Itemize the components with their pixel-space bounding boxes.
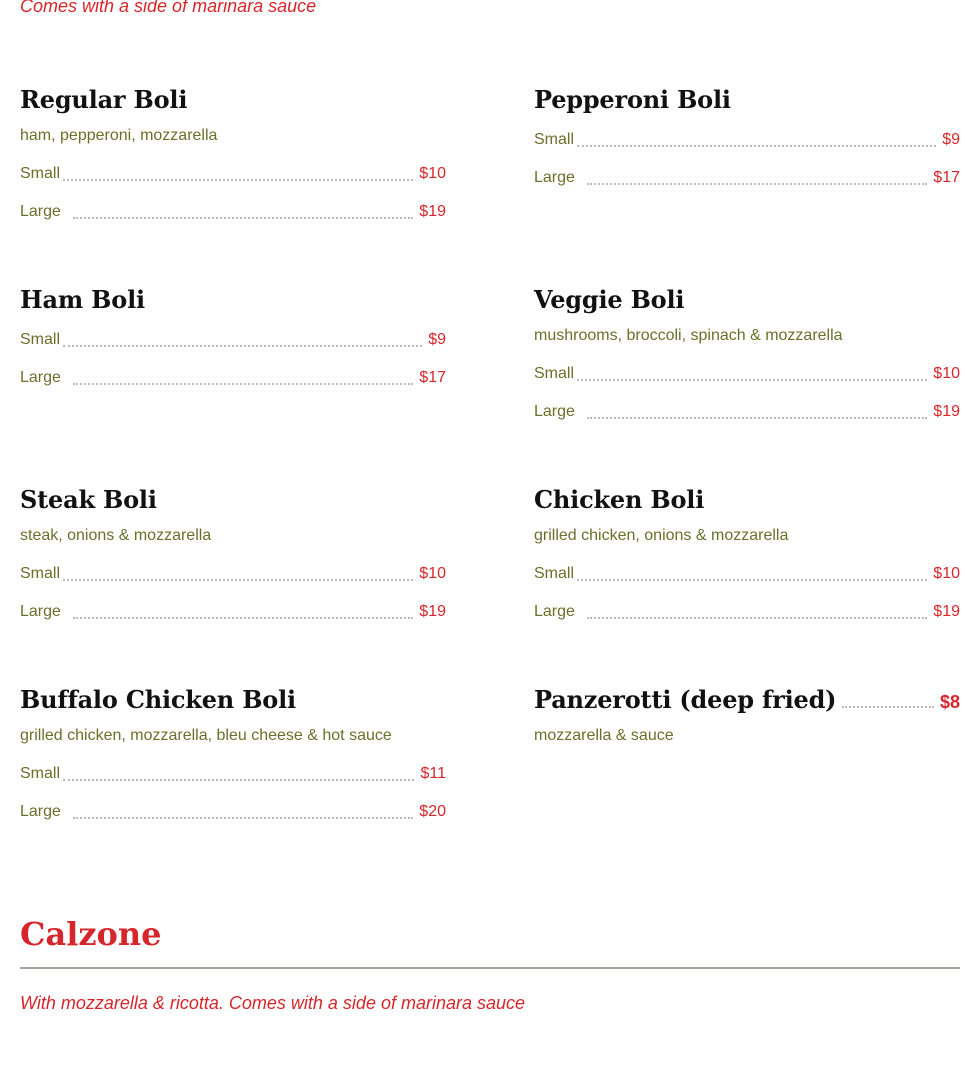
- price-row-large: [20, 202, 446, 222]
- item-description: mushrooms, broccoli, spinach & mozzarella: [534, 327, 843, 344]
- price-row-small: [20, 164, 446, 184]
- item-title: Steak Boli: [20, 485, 157, 514]
- price-value: $19: [419, 603, 446, 620]
- menu-item-ham-boli: [20, 286, 446, 486]
- dot-leader: [577, 379, 927, 381]
- item-title: Regular Boli: [20, 85, 188, 114]
- dot-leader: [73, 217, 413, 219]
- price-value: $10: [933, 565, 960, 582]
- price-row-large: [534, 168, 960, 188]
- menu-item-panzerotti: [534, 686, 960, 886]
- price-row-small: [20, 330, 446, 350]
- menu-item-pepperoni-boli: [534, 86, 960, 286]
- menu-item-veggie-boli: [534, 286, 960, 486]
- size-label: Small: [534, 565, 575, 582]
- item-title: Veggie Boli: [534, 285, 685, 314]
- item-title: Ham Boli: [20, 285, 145, 314]
- size-label: Small: [20, 765, 61, 782]
- dot-leader: [587, 417, 927, 419]
- price-row-large: [20, 368, 446, 388]
- item-title: Buffalo Chicken Boli: [20, 685, 296, 714]
- dot-leader: [73, 383, 413, 385]
- price-row-small: [534, 564, 960, 584]
- menu-item-steak-boli: [20, 486, 446, 686]
- item-title-row: [534, 686, 960, 714]
- size-label: Large: [20, 203, 61, 220]
- calzone-section-note: With mozzarella & ricotta. Comes with a side of marinara sauce: [20, 993, 526, 1013]
- size-label: Large: [534, 169, 575, 186]
- size-label: Small: [20, 331, 61, 348]
- dot-leader: [63, 779, 414, 781]
- dot-leader: [63, 345, 422, 347]
- size-label: Large: [20, 803, 61, 820]
- menu-item-chicken-boli: [534, 486, 960, 686]
- item-description: ham, pepperoni, mozzarella: [20, 127, 218, 144]
- size-label: Large: [534, 403, 575, 420]
- dot-leader: [587, 183, 927, 185]
- size-label: Small: [534, 131, 575, 148]
- item-description: steak, onions & mozzarella: [20, 527, 212, 544]
- price-row-large: [20, 802, 446, 822]
- item-description: grilled chicken, onions & mozzarella: [534, 527, 789, 544]
- menu-item-buffalo-chicken-boli: [20, 686, 446, 886]
- dot-leader: [63, 179, 413, 181]
- price-row-small: [534, 364, 960, 384]
- price-value: $17: [419, 369, 446, 386]
- section-divider: [20, 967, 960, 969]
- calzone-section-title: Calzone: [20, 915, 162, 953]
- price-row-small: [20, 764, 446, 784]
- price-value: $10: [419, 165, 446, 182]
- price-value: $19: [933, 403, 960, 420]
- item-description: grilled chicken, mozzarella, bleu cheese & hot sauce: [20, 727, 392, 744]
- price-row-large: [534, 402, 960, 422]
- price-value: $19: [419, 203, 446, 220]
- price-value: $11: [420, 765, 446, 782]
- price-value: $9: [428, 331, 446, 348]
- price-row-small: [20, 564, 446, 584]
- price-row-large: [20, 602, 446, 622]
- size-label: Large: [534, 603, 575, 620]
- price-value: $9: [942, 131, 960, 148]
- price-value: $19: [933, 603, 960, 620]
- stromboli-menu-grid: [20, 86, 960, 886]
- dot-leader: [63, 579, 413, 581]
- price-row-large: [534, 602, 960, 622]
- price-value: $17: [933, 169, 960, 186]
- size-label: Small: [20, 165, 61, 182]
- dot-leader: [587, 617, 927, 619]
- size-label: Small: [534, 365, 575, 382]
- item-title: Panzerotti (deep fried): [534, 685, 837, 714]
- size-label: Large: [20, 369, 61, 386]
- dot-leader: [73, 617, 413, 619]
- size-label: Large: [20, 603, 61, 620]
- item-title: Pepperoni Boli: [534, 85, 731, 114]
- price-value: $10: [419, 565, 446, 582]
- dot-leader: [73, 817, 413, 819]
- item-title: Chicken Boli: [534, 485, 705, 514]
- stromboli-side-note: Comes with a side of marinara sauce: [20, 0, 317, 16]
- price-row-small: [534, 130, 960, 150]
- menu-item-regular-boli: [20, 86, 446, 286]
- dot-leader: [842, 706, 934, 708]
- size-label: Small: [20, 565, 61, 582]
- dot-leader: [577, 145, 936, 147]
- price-value: $20: [419, 803, 446, 820]
- item-description: mozzarella & sauce: [534, 727, 674, 744]
- dot-leader: [577, 579, 927, 581]
- price-value: $10: [933, 365, 960, 382]
- price-value: $8: [939, 692, 960, 712]
